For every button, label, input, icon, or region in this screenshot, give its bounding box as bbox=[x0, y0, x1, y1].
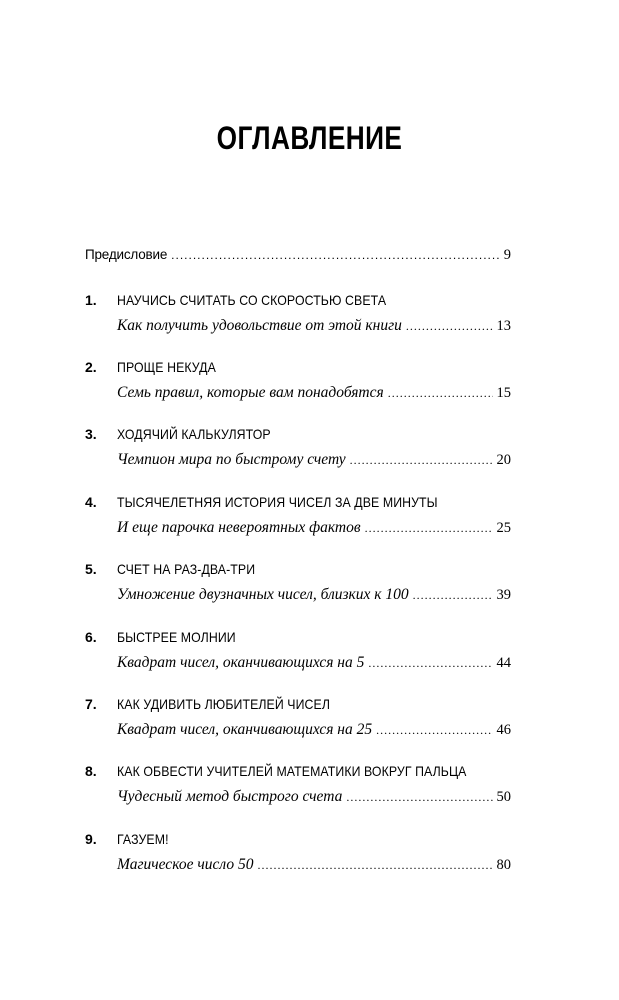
chapter-title: СЧЕТ НА РАЗ-ДВА-ТРИ bbox=[117, 561, 256, 577]
dot-leader bbox=[257, 858, 492, 873]
dot-leader bbox=[376, 723, 492, 738]
chapter-number: 4. bbox=[85, 494, 97, 510]
chapter-number: 9. bbox=[85, 831, 97, 847]
chapter-title: БЫСТРЕЕ МОЛНИИ bbox=[117, 629, 236, 645]
dot-leader bbox=[388, 386, 493, 401]
chapter-title: НАУЧИСЬ СЧИТАТЬ СО СКОРОСТЬЮ СВЕТА bbox=[117, 292, 387, 308]
dot-leader bbox=[413, 588, 493, 603]
chapter-title: ГАЗУЕМ! bbox=[117, 831, 169, 847]
chapter-subtitle: Семь правил, которые вам понадобятся bbox=[117, 384, 384, 401]
chapter-number: 2. bbox=[85, 359, 97, 375]
chapter-number: 6. bbox=[85, 629, 97, 645]
dot-leader bbox=[171, 248, 500, 262]
preface-label: Предисловие bbox=[85, 247, 168, 262]
chapter-subtitle: Квадрат чисел, оканчивающихся на 5 bbox=[117, 654, 365, 671]
dot-leader bbox=[346, 790, 492, 805]
chapter-page-number: 39 bbox=[496, 587, 511, 603]
dot-leader bbox=[350, 453, 493, 468]
toc-preface-entry[interactable] bbox=[85, 247, 511, 264]
dot-leader bbox=[368, 656, 492, 671]
chapter-subtitle: Как получить удовольствие от этой книги bbox=[117, 317, 402, 334]
chapter-subtitle: Чемпион мира по быстрому счету bbox=[117, 451, 346, 468]
chapter-page-number: 80 bbox=[496, 857, 511, 873]
chapter-subtitle: Чудесный метод быстрого счета bbox=[117, 788, 343, 805]
dot-leader bbox=[365, 521, 493, 536]
chapter-title: ПРОЩЕ НЕКУДА bbox=[117, 359, 216, 375]
chapter-page-number: 20 bbox=[496, 452, 511, 468]
chapter-title: ХОДЯЧИЙ КАЛЬКУЛЯТОР bbox=[117, 426, 271, 442]
chapter-number: 7. bbox=[85, 696, 97, 712]
chapter-page-number: 44 bbox=[496, 655, 511, 671]
chapter-subtitle: Умножение двузначных чисел, близких к 100 bbox=[117, 586, 409, 603]
chapter-page-number: 50 bbox=[496, 789, 511, 805]
chapter-page-number: 13 bbox=[496, 318, 511, 334]
dot-leader bbox=[406, 319, 493, 334]
chapter-number: 8. bbox=[85, 763, 97, 779]
page-title: ОГЛАВЛЕНИЕ bbox=[216, 120, 403, 156]
chapter-subtitle: И еще парочка невероятных фактов bbox=[117, 519, 361, 536]
chapter-page-number: 25 bbox=[496, 520, 511, 536]
chapter-subtitle: Квадрат чисел, оканчивающихся на 25 bbox=[117, 721, 373, 738]
chapter-title: ТЫСЯЧЕЛЕТНЯЯ ИСТОРИЯ ЧИСЕЛ ЗА ДВЕ МИНУТЫ bbox=[117, 494, 438, 510]
chapter-page-number: 46 bbox=[496, 722, 511, 738]
chapter-number: 1. bbox=[85, 292, 97, 308]
chapter-subtitle: Магическое число 50 bbox=[117, 856, 254, 873]
chapter-number: 5. bbox=[85, 561, 97, 577]
chapter-number: 3. bbox=[85, 426, 97, 442]
preface-page-number: 9 bbox=[503, 247, 511, 263]
chapter-title: КАК УДИВИТЬ ЛЮБИТЕЛЕЙ ЧИСЕЛ bbox=[117, 696, 331, 712]
chapter-title: КАК ОБВЕСТИ УЧИТЕЛЕЙ МАТЕМАТИКИ ВОКРУГ ПАЛЬЦА bbox=[117, 763, 467, 779]
chapter-page-number: 15 bbox=[496, 385, 511, 401]
